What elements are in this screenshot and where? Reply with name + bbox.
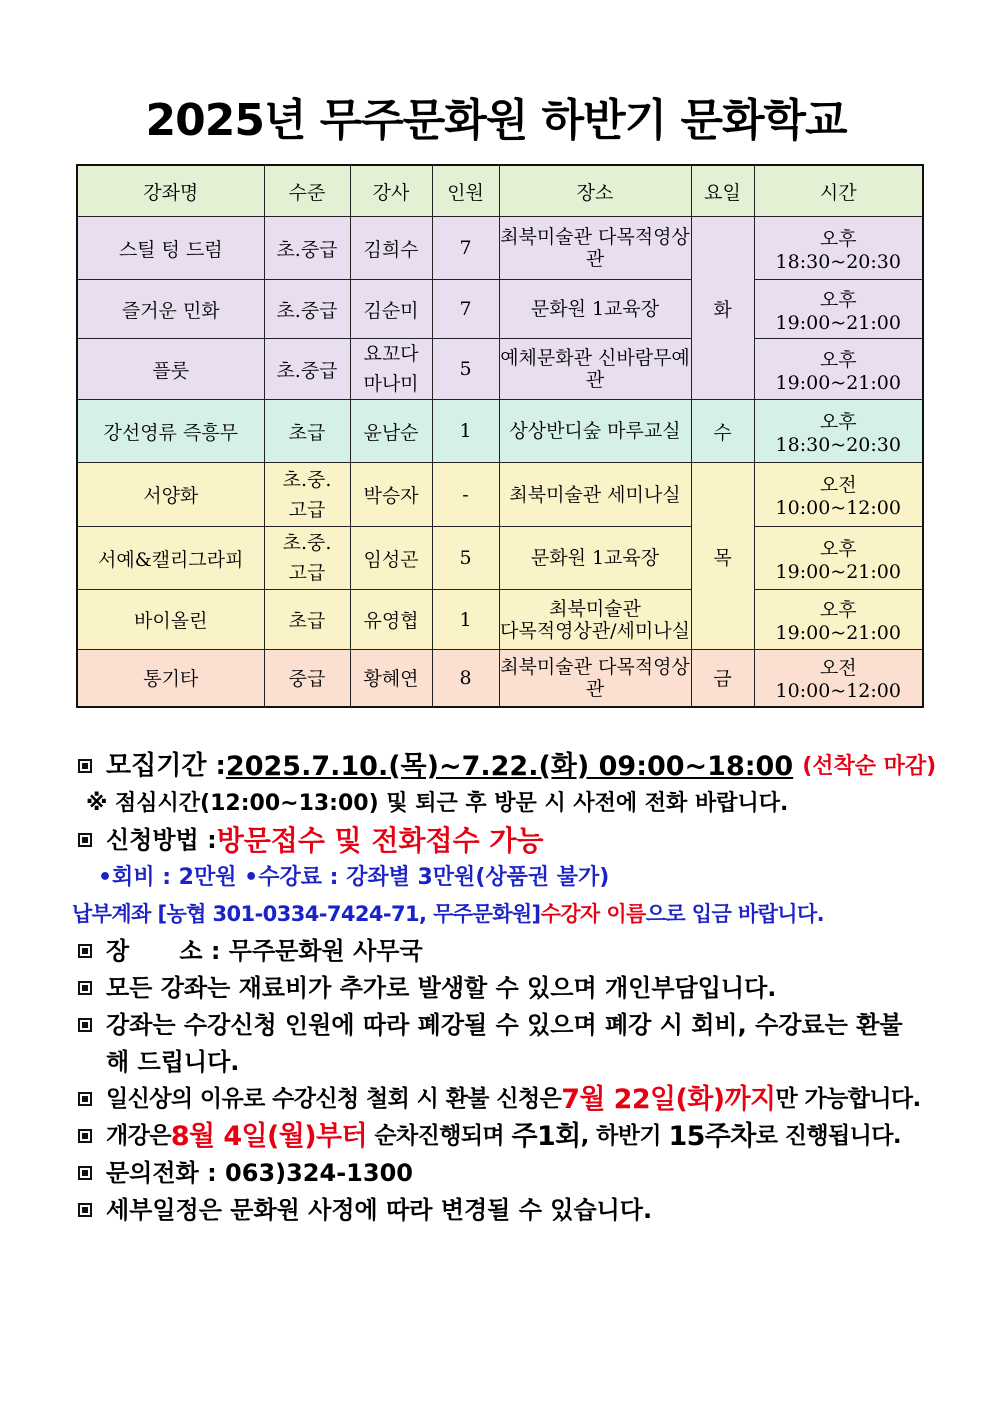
table-row — [77, 590, 923, 650]
course-teacher: 김순미 — [350, 280, 432, 339]
table-row — [77, 463, 923, 527]
course-time: 오후 19:00~21:00 — [754, 339, 923, 400]
course-place: 최북미술관 세미나실 — [499, 463, 691, 527]
page-title: 2025년 무주문화원 하반기 문화학교 — [145, 95, 847, 146]
course-level: 초.중급 — [264, 217, 350, 280]
course-time: 오후 18:30~20:30 — [754, 400, 923, 463]
recruit-period: 2025.7.10.(목)~7.22.(화) 09:00~18:00 — [225, 751, 794, 782]
account-line — [72, 896, 926, 933]
course-count: 1 — [432, 400, 499, 463]
bullet-square-icon — [78, 759, 92, 773]
course-time: 오전 10:00~12:00 — [754, 463, 923, 527]
open-text-4: 로 진행됩니다. — [755, 1123, 902, 1149]
schedule-table — [76, 164, 924, 708]
course-teacher: 윤남순 — [350, 400, 432, 463]
course-count: 8 — [432, 650, 499, 707]
account-name-note: 수강자 이름 — [540, 902, 646, 926]
level-line-1: 초.중. — [282, 468, 332, 491]
level-line-1: 초.중. — [282, 532, 332, 554]
course-place: 최북미술관 다목적영상관 — [499, 217, 691, 280]
header-teacher: 강사 — [350, 165, 432, 217]
course-day: 금 — [691, 650, 754, 707]
open-text-2: 순차진행되며 — [366, 1123, 512, 1149]
bullet-square-icon — [78, 1129, 92, 1143]
schedule-text: 세부일정은 문화원 사정에 따라 변경될 수 있습니다. — [106, 1196, 653, 1224]
account-info: 납부계좌 [농협 301-0334-7424-71, 무주문화원] — [72, 902, 541, 926]
open-text-1: 개강은 — [106, 1123, 171, 1149]
course-name: 서예&캘리그라피 — [77, 527, 264, 590]
open-date: 8월 4일(월)부터 — [170, 1121, 367, 1152]
phone-text: 문의전화 : 063)324-1300 — [106, 1159, 413, 1187]
course-time: 오후 18:30~20:30 — [754, 217, 923, 280]
place-line — [76, 933, 926, 970]
course-day: 화 — [691, 217, 754, 400]
table-row — [77, 339, 923, 400]
course-teacher: 박승자 — [350, 463, 432, 527]
place-text: 장 소 : 무주문화원 사무국 — [106, 937, 423, 965]
course-name: 바이올린 — [77, 590, 264, 650]
cancel-line — [76, 1007, 926, 1081]
apply-label: 신청방법 : — [106, 826, 217, 854]
course-place: 예체문화관 신바람무예관 — [499, 339, 691, 400]
cancel-text: 강좌는 수강신청 인원에 따라 폐강될 수 있으며 폐강 시 회비, 수강료는 환불해 드립니다. — [106, 1011, 903, 1076]
course-count: 7 — [432, 217, 499, 280]
course-level: 초.중급 — [264, 339, 350, 400]
course-name: 강선영류 즉흥무 — [77, 400, 264, 463]
table-row — [77, 400, 923, 463]
course-place: 최북미술관 다목적영상관 — [499, 650, 691, 707]
course-level: 초급 — [264, 590, 350, 650]
course-time: 오후 19:00~21:00 — [754, 590, 923, 650]
recruit-line — [76, 748, 937, 785]
refund-text: 일신상의 이유로 수강신청 철회 시 환불 신청은 — [106, 1086, 562, 1112]
header-place: 장소 — [499, 165, 691, 217]
course-time: 오전 10:00~12:00 — [754, 650, 923, 707]
course-name: 서양화 — [77, 463, 264, 527]
header-time: 시간 — [754, 165, 923, 217]
place-line-2: 다목적영상관/세미나실 — [500, 619, 690, 642]
course-name: 플룻 — [77, 339, 264, 400]
course-count: 1 — [432, 590, 499, 650]
course-count: 5 — [432, 527, 499, 590]
course-name: 즐거운 민화 — [77, 280, 264, 339]
refund-tail: 만 가능합니다. — [775, 1086, 921, 1112]
notice-list — [72, 748, 937, 1229]
course-level: 초급 — [264, 400, 350, 463]
course-teacher: 황혜연 — [350, 650, 432, 707]
course-teacher: 임성곤 — [350, 527, 432, 590]
table-row — [77, 650, 923, 707]
course-time: 오후 19:00~21:00 — [754, 280, 923, 339]
apply-method: 방문접수 및 전화접수 가능 — [216, 824, 544, 857]
header-level: 수준 — [264, 165, 350, 217]
course-level: 초.중급 — [264, 280, 350, 339]
course-teacher: 김희수 — [350, 217, 432, 280]
course-day: 수 — [691, 400, 754, 463]
table-row — [77, 527, 923, 590]
course-place: 상상반디숲 마루교실 — [499, 400, 691, 463]
level-line-2: 고급 — [288, 498, 326, 521]
table-row — [77, 280, 923, 339]
bullet-square-icon — [78, 833, 92, 847]
recruit-label: 모집기간 : — [106, 751, 226, 781]
bullet-square-icon — [78, 1018, 92, 1032]
header-name: 강좌명 — [77, 165, 264, 217]
material-line — [76, 970, 926, 1007]
course-count: 5 — [432, 339, 499, 400]
bullet-square-icon — [78, 981, 92, 995]
table-row — [77, 217, 923, 280]
level-line-2: 고급 — [288, 562, 326, 584]
lunch-note: ※ 점심시간(12:00~13:00) 및 퇴근 후 방문 시 사전에 전화 바랍니다. — [86, 791, 789, 816]
refund-deadline: 7월 22일(화)까지 — [561, 1084, 776, 1115]
course-level — [264, 463, 350, 527]
account-tail: 으로 입금 바랍니다. — [645, 902, 825, 926]
place-line-1: 최북미술관 — [549, 597, 641, 620]
phone-line — [76, 1155, 926, 1192]
course-place: 문화원 1교육장 — [499, 280, 691, 339]
recruit-tag: (선착순 마감) — [802, 754, 937, 779]
header-day: 요일 — [691, 165, 754, 217]
course-count: - — [432, 463, 499, 527]
course-teacher — [350, 339, 432, 400]
course-day: 목 — [691, 463, 754, 650]
course-level — [264, 527, 350, 590]
fees-line: •회비 : 2만원 •수강료 : 강좌별 3만원(상품권 불가) — [98, 865, 610, 890]
teacher-line-1: 요꼬다 — [363, 343, 419, 365]
bullet-square-icon — [78, 1203, 92, 1217]
schedule-line — [76, 1192, 926, 1229]
teacher-line-2: 마나미 — [363, 373, 419, 395]
open-weeks: 15주차 — [668, 1121, 756, 1152]
bullet-square-icon — [78, 1092, 92, 1106]
course-level: 중급 — [264, 650, 350, 707]
course-place: 문화원 1교육장 — [499, 527, 691, 590]
table-header-row — [77, 165, 923, 217]
course-teacher: 유영협 — [350, 590, 432, 650]
open-frequency: 주1회 — [511, 1121, 581, 1152]
bullet-square-icon — [78, 1166, 92, 1180]
course-name: 통기타 — [77, 650, 264, 707]
header-count: 인원 — [432, 165, 499, 217]
bullet-square-icon — [78, 944, 92, 958]
course-time: 오후 19:00~21:00 — [754, 527, 923, 590]
course-name: 스틸 텅 드럼 — [77, 217, 264, 280]
open-text-3: , 하반기 — [580, 1123, 669, 1149]
material-text: 모든 강좌는 재료비가 추가로 발생할 수 있으며 개인부담입니다. — [106, 974, 777, 1002]
refund-line — [76, 1081, 926, 1118]
course-place — [499, 590, 691, 650]
course-count: 7 — [432, 280, 499, 339]
apply-line — [76, 822, 926, 859]
open-line — [76, 1118, 926, 1155]
